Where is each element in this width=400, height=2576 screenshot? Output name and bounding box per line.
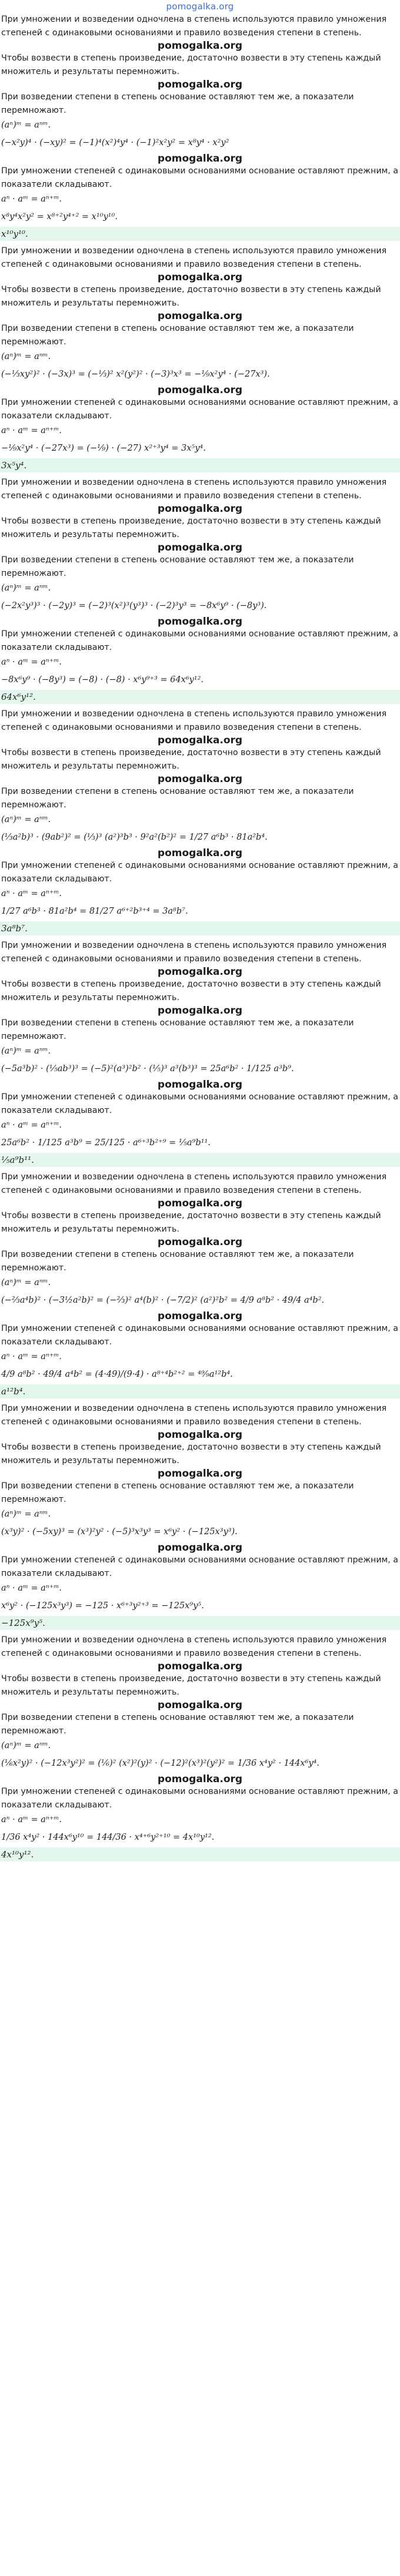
watermark: pomogalka.org: [157, 1310, 243, 1322]
rule-text: При умножении и возведении одночлена в степень используются правило умножения степеней с одинаковыми основаниями и правило возведения степени в степень.: [1, 1404, 387, 1427]
solution-content: [0, 13, 400, 1861]
calc-step: −⅑x²y⁴ · (−27x³) = (−⅑) · (−27) x²⁺³y⁴ = 3x⁵y⁴.: [1, 444, 206, 453]
calc-step: 25a⁶b² · 1/125 a³b⁹ = 25/125 · a⁶⁺³b²⁺⁹ = ⅕a⁹b¹¹.: [1, 1138, 211, 1148]
watermark: pomogalka.org: [157, 847, 243, 859]
watermark: pomogalka.org: [157, 1429, 243, 1441]
calc-step: (−⅓xy²)² · (−3x)³ = (−⅓)² x²(y²)² · (−3)³x³ = −⅑x²y⁴ · (−27x³).: [1, 370, 270, 379]
rule-text: При умножении степеней с одинаковыми основаниями основание оставляют прежним, а показатели складывают.: [1, 1555, 398, 1578]
answer-line: −125x⁹y⁵.: [0, 1616, 400, 1630]
watermark: pomogalka.org: [157, 1198, 243, 1209]
formula-power: (aⁿ)ᵐ = aⁿᵐ.: [1, 583, 51, 593]
calc-step: (−x²y)⁴ · (−xy)² = (−1)⁴(x²)⁴y⁴ · (−1)²x²y² = x⁸y⁴ · x²y²: [1, 138, 229, 147]
rule-text: При умножении степеней с одинаковыми основаниями основание оставляют прежним, а показатели складывают.: [1, 398, 398, 421]
rule-text: При возведении степени в степень основание оставляют тем же, а показатели перемножают.: [1, 1250, 354, 1273]
watermark: pomogalka.org: [157, 734, 243, 746]
watermark: pomogalka.org: [157, 616, 243, 628]
calc-step: (⅙x²y)² · (−12x³y²)² = (⅙)² (x²)²(y)² · (−12)²(x³)²(y²)² = 1/36 x⁴y² · 144x⁶y⁴.: [1, 1759, 319, 1768]
rule-text: При возведении степени в степень основание оставляют тем же, а показатели перемножают.: [1, 787, 354, 810]
watermark: pomogalka.org: [157, 310, 243, 322]
rule-text: При возведении степени в степень основание оставляют тем же, а показатели перемножают.: [1, 324, 354, 347]
watermark: pomogalka.org: [157, 773, 243, 785]
rule-text: При умножении и возведении одночлена в степень используются правило умножения степеней с одинаковыми основаниями и правило возведения степени в степень.: [1, 1635, 387, 1658]
rule-text: При умножении степеней с одинаковыми основаниями основание оставляют прежним, а показатели складывают.: [1, 861, 398, 884]
rule-text: При возведении степени в степень основание оставляют тем же, а показатели перемножают.: [1, 555, 354, 578]
watermark: pomogalka.org: [157, 1542, 243, 1554]
formula-mult: aⁿ · aᵐ = aⁿ⁺ᵐ.: [1, 658, 62, 667]
rule-text: При умножении и возведении одночлена в степень используются правило умножения степеней с одинаковыми основаниями и правило возведения степени в степень.: [1, 478, 387, 501]
calc-step: (x³y)² · (−5xy)³ = (x³)²y² · (−5)³x³y³ = x⁶y² · (−125x³y³).: [1, 1527, 238, 1537]
calc-step: x⁶y² · (−125x³y³) = −125 · x⁶⁺³y²⁺³ = −125x⁹y⁵.: [1, 1601, 204, 1611]
problem-block: [1, 1634, 399, 1861]
watermark: pomogalka.org: [157, 271, 243, 283]
rule-text: При умножении и возведении одночлена в степень используются правило умножения степеней с одинаковыми основаниями и правило возведения степени в степень.: [1, 709, 387, 732]
problem-block: [1, 707, 399, 935]
rule-text: При умножении степеней с одинаковыми основаниями основание оставляют прежним, а показатели складывают.: [1, 1092, 398, 1115]
formula-power: (aⁿ)ᵐ = aⁿᵐ.: [1, 352, 51, 361]
formula-mult: aⁿ · aᵐ = aⁿ⁺ᵐ.: [1, 426, 62, 435]
watermark: pomogalka.org: [157, 542, 243, 554]
formula-mult: aⁿ · aᵐ = aⁿ⁺ᵐ.: [1, 194, 62, 204]
problem-block: [1, 476, 399, 704]
answer-line: 4x¹⁰y¹².: [0, 1847, 400, 1861]
rule-text: При умножении степеней с одинаковыми основаниями основание оставляют прежним, а показатели складывают.: [1, 1787, 398, 1810]
problem-block: [1, 13, 399, 241]
watermark: pomogalka.org: [157, 966, 243, 978]
watermark: pomogalka.org: [157, 1661, 243, 1672]
calc-step: 1/36 x⁴y² · 144x⁶y¹⁰ = 144/36 · x⁴⁺⁶y²⁺¹⁰ = 4x¹⁰y¹².: [1, 1833, 215, 1842]
site-logo[interactable]: pomogalka.org: [166, 1, 234, 12]
calc-step: x⁸y⁴x²y² = x⁸⁺²y⁴⁺² = x¹⁰y¹⁰.: [1, 212, 118, 222]
watermark: pomogalka.org: [157, 1079, 243, 1091]
watermark: pomogalka.org: [157, 40, 243, 52]
formula-mult: aⁿ · aᵐ = aⁿ⁺ᵐ.: [1, 889, 62, 898]
formula-mult: aⁿ · aᵐ = aⁿ⁺ᵐ.: [1, 1584, 62, 1593]
watermark: pomogalka.org: [157, 153, 243, 165]
problem-block: [1, 1402, 399, 1630]
rule-text: Чтобы возвести в степень произведение, достаточно возвести в эту степень каждый множитель и результаты перемножить.: [1, 1674, 381, 1697]
calc-step: (−5a³b)² · (⅕ab³)³ = (−5)²(a³)²b² · (⅕)³ a³(b³)³ = 25a⁶b² · 1/125 a³b⁹.: [1, 1064, 294, 1074]
answer-line: x¹⁰y¹⁰.: [0, 227, 400, 241]
rule-text: При умножении степеней с одинаковыми основаниями основание оставляют прежним, а показатели складывают.: [1, 166, 398, 189]
watermark: pomogalka.org: [157, 1005, 243, 1017]
problem-block: [1, 1170, 399, 1398]
watermark: pomogalka.org: [157, 1236, 243, 1248]
answer-line: a¹²b⁴.: [0, 1384, 400, 1398]
rule-text: При возведении степени в степень основание оставляют тем же, а показатели перемножают.: [1, 92, 354, 115]
formula-power: (aⁿ)ᵐ = aⁿᵐ.: [1, 815, 51, 824]
formula-mult: aⁿ · aᵐ = aⁿ⁺ᵐ.: [1, 1352, 62, 1361]
rule-text: При умножении и возведении одночлена в степень используются правило умножения степеней с одинаковыми основаниями и правило возведения степени в степень.: [1, 1172, 387, 1195]
rule-text: Чтобы возвести в степень произведение, достаточно возвести в эту степень каждый множитель и результаты перемножить.: [1, 516, 381, 539]
watermark: pomogalka.org: [157, 1468, 243, 1480]
answer-line: ⅕a⁹b¹¹.: [0, 1153, 400, 1167]
rule-text: Чтобы возвести в степень произведение, достаточно возвести в эту степень каждый множитель и результаты перемножить.: [1, 748, 381, 771]
formula-power: (aⁿ)ᵐ = aⁿᵐ.: [1, 120, 51, 130]
rule-text: При умножении и возведении одночлена в степень используются правило умножения степеней с одинаковыми основаниями и правило возведения степени в степень.: [1, 15, 387, 38]
formula-power: (aⁿ)ᵐ = aⁿᵐ.: [1, 1741, 51, 1750]
rule-text: Чтобы возвести в степень произведение, достаточно возвести в эту степень каждый множитель и результаты перемножить.: [1, 980, 381, 1002]
rule-text: При умножении и возведении одночлена в степень используются правило умножения степеней с одинаковыми основаниями и правило возведения степени в степень.: [1, 246, 387, 269]
watermark: pomogalka.org: [157, 79, 243, 90]
answer-line: 3x⁵y⁴.: [0, 458, 400, 472]
rule-text: При возведении степени в степень основание оставляют тем же, а показатели перемножают.: [1, 1018, 354, 1041]
problem-block: [1, 244, 399, 472]
calc-step: 4/9 a⁸b² · 49/4 a⁴b² = (4·49)/(9·4) · a⁸⁺⁴b²⁺² = ⁴⁹⁄₉a¹²b⁴.: [1, 1370, 233, 1379]
formula-mult: aⁿ · aᵐ = aⁿ⁺ᵐ.: [1, 1815, 62, 1824]
formula-power: (aⁿ)ᵐ = aⁿᵐ.: [1, 1278, 51, 1287]
rule-text: При умножении и возведении одночлена в степень используются правило умножения степеней с одинаковыми основаниями и правило возведения степени в степень.: [1, 941, 387, 964]
rule-text: При возведении степени в степень основание оставляют тем же, а показатели перемножают.: [1, 1481, 354, 1504]
calc-step: (⅓a²b)³ · (9ab²)² = (⅓)³ (a²)³b³ · 9²a²(b²)² = 1/27 a⁶b³ · 81a²b⁴.: [1, 833, 268, 842]
calc-step: (−2x²y³)³ · (−2y)³ = (−2)³(x²)³(y³)³ · (−2)³y³ = −8x⁶y⁹ · (−8y³).: [1, 601, 267, 611]
problem-block: [1, 939, 399, 1167]
formula-power: (aⁿ)ᵐ = aⁿᵐ.: [1, 1510, 51, 1519]
watermark: pomogalka.org: [157, 1773, 243, 1785]
calc-step: (−⅔a⁴b)² · (−3½a²b)² = (−⅔)² a⁴(b)² · (−7/2)² (a²)²b² = 4/9 a⁸b² · 49/4 a⁴b².: [1, 1296, 325, 1305]
rule-text: Чтобы возвести в степень произведение, достаточно возвести в эту степень каждый множитель и результаты перемножить.: [1, 53, 381, 76]
rule-text: Чтобы возвести в степень произведение, достаточно возвести в эту степень каждый множитель и результаты перемножить.: [1, 1443, 381, 1465]
rule-text: При умножении степеней с одинаковыми основаниями основание оставляют прежним, а показатели складывают.: [1, 1324, 398, 1347]
rule-text: При возведении степени в степень основание оставляют тем же, а показатели перемножают.: [1, 1713, 354, 1736]
watermark: pomogalka.org: [157, 503, 243, 515]
answer-line: 64x⁶y¹².: [0, 690, 400, 704]
formula-power: (aⁿ)ᵐ = aⁿᵐ.: [1, 1046, 51, 1056]
rule-text: При умножении степеней с одинаковыми основаниями основание оставляют прежним, а показатели складывают.: [1, 629, 398, 652]
calc-step: −8x⁶y⁹ · (−8y³) = (−8) · (−8) · x⁶y⁹⁺³ = 64x⁶y¹².: [1, 675, 204, 685]
formula-mult: aⁿ · aᵐ = aⁿ⁺ᵐ.: [1, 1121, 62, 1130]
watermark: pomogalka.org: [157, 1699, 243, 1711]
answer-line: 3a⁸b⁷.: [0, 921, 400, 935]
rule-text: Чтобы возвести в степень произведение, достаточно возвести в эту степень каждый множитель и результаты перемножить.: [1, 285, 381, 308]
calc-step: 1/27 a⁶b³ · 81a²b⁴ = 81/27 a⁶⁺²b³⁺⁴ = 3a⁸b⁷.: [1, 907, 188, 916]
watermark: pomogalka.org: [157, 384, 243, 396]
rule-text: Чтобы возвести в степень произведение, достаточно возвести в эту степень каждый множитель и результаты перемножить.: [1, 1211, 381, 1234]
